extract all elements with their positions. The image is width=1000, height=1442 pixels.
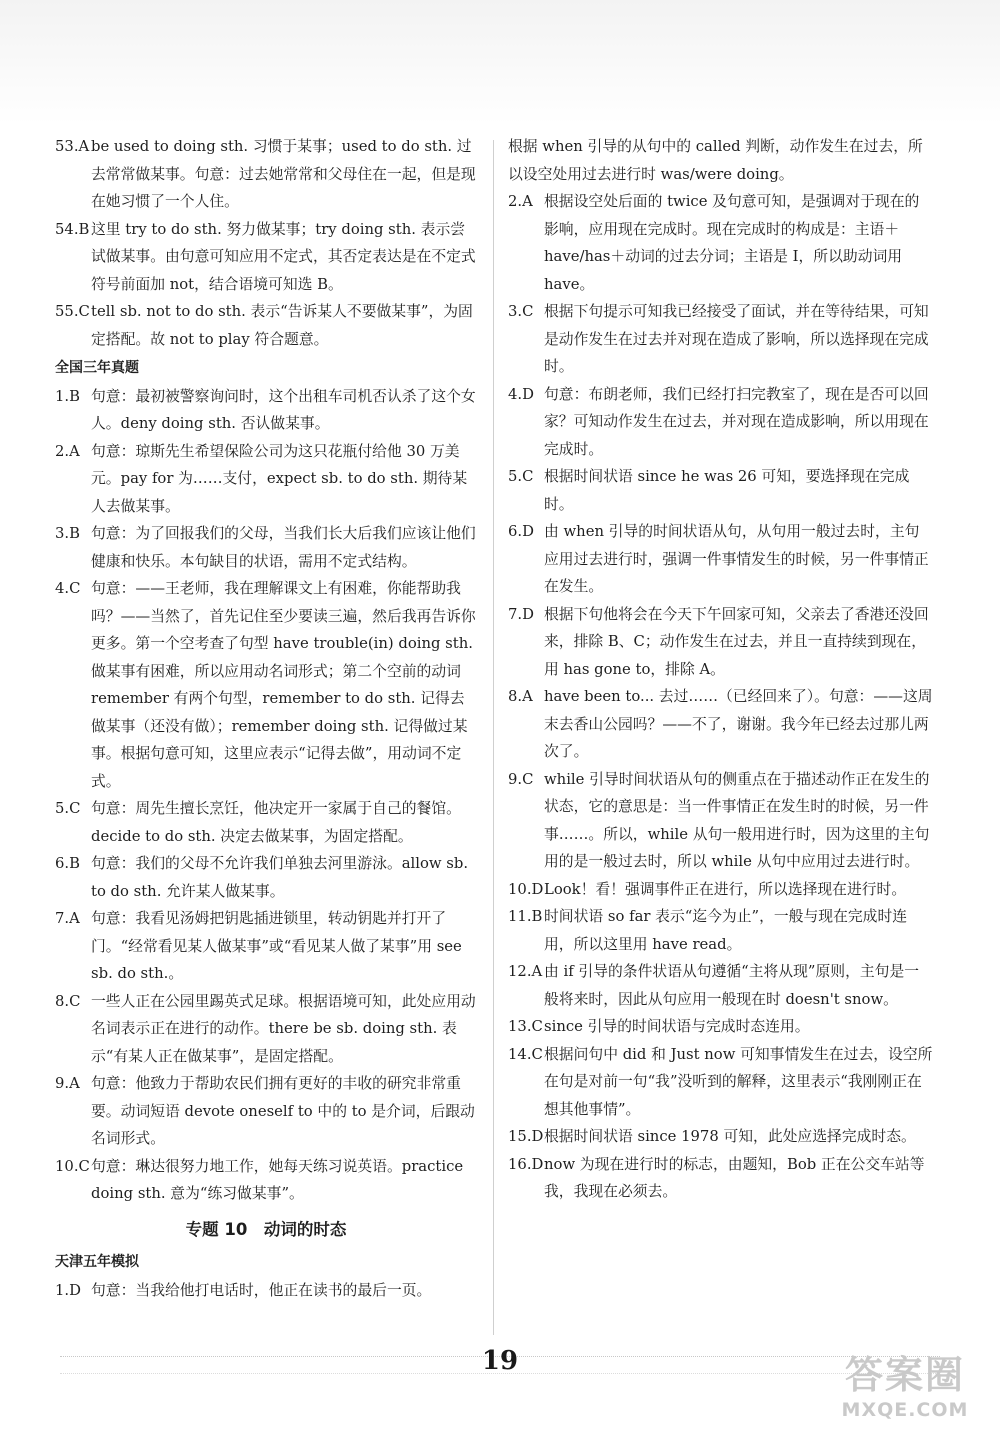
answer-explanation: 一些人正在公园里踢英式足球。根据语境可知，此处应用动名词表示正在进行的动作。there be sb. doing sth. 表示“有某人正在做某事”，是固定搭配。: [91, 992, 476, 1065]
answer-explanation: 这里 try to do sth. 努力做某事；try doing sth. 表示尝试做某事。由句意可知应用不定式，其否定表达是在不定式符号前面加 not，结合语境可知选 B。: [91, 220, 476, 293]
answer-item: [55, 1277, 477, 1305]
answer-explanation: 句意：当我给他打电话时，他正在读书的最后一页。: [91, 1281, 432, 1299]
answer-item: [508, 1041, 933, 1124]
answer-number: 16.D: [508, 1155, 544, 1173]
answer-item: [508, 188, 933, 298]
answer-item: [55, 1070, 477, 1153]
watermark-url: MXQE.COM: [841, 1399, 969, 1421]
answer-number: 13.C: [508, 1018, 543, 1035]
answer-explanation: 句意：布朗老师，我们已经打扫完教室了，现在是否可以回家？可知动作发生在过去，并对现在造成影响，所以用现在完成时。: [544, 385, 929, 458]
answer-item: [55, 383, 477, 438]
watermark-text: 答案圈: [844, 1353, 965, 1397]
answer-explanation: 由 when 引导的时间状语从句，从句用一般过去时，主句应用过去进行时，强调一件事情发生的时候，另一件事情正在发生。: [544, 523, 929, 595]
answer-item: [508, 903, 933, 958]
section-heading-quanguo: 全国三年真题: [55, 360, 139, 376]
answer-number: 7.A: [55, 910, 80, 927]
answer-explanation: 根据下句他将会在今天下午回家可知，父亲去了香港还没回来，排除 B、C；动作发生在过去，并且一直持续到现在，用 has gone to，排除 A。: [544, 605, 929, 678]
answer-item: [55, 133, 477, 216]
answer-number: 9.C: [508, 770, 534, 788]
answer-number: 8.A: [508, 688, 533, 705]
answer-number: 1.B: [55, 387, 80, 405]
answer-explanation: 根据问句中 did 和 Just now 可知事情发生在过去，设空所在句是对前一句“我”没听到的解释，这里表示“我刚刚正在想其他事情”。: [544, 1045, 933, 1118]
answer-explanation: 句意：周先生擅长烹饪，他决定开一家属于自己的餐馆。decide to do sth. 决定去做某事，为固定搭配。: [91, 800, 461, 845]
answer-number: 4.D: [508, 385, 534, 403]
answer-explanation: 句意：琼斯先生希望保险公司为这只花瓶付给他 30 万美元。pay for 为……支付，expect sb. to do sth. 期待某人去做某事。: [91, 442, 468, 515]
answer-item: [508, 1013, 933, 1041]
answer-explanation: 句意：为了回报我们的父母，当我们长大后我们应该让他们健康和快乐。本句缺目的状语，需用不定式结构。: [91, 525, 476, 570]
answer-item: [508, 1151, 933, 1206]
answer-explanation: 句意：我看见汤姆把钥匙插进锁里，转动钥匙并打开了门。“经常看见某人做某事”或“看见某人做了某事”用 see sb. do sth.。: [91, 910, 462, 982]
answer-explanation: have been to... 去过……（已经回来了）。句意：——这周末去香山公园吗？——不了，谢谢。我今年已经去过那儿两次了。: [544, 688, 933, 760]
left-column: [55, 133, 477, 1304]
answer-list-top: [55, 133, 477, 353]
answer-number: 4.C: [55, 580, 81, 597]
answer-number: 8.C: [55, 992, 81, 1010]
answer-item: [55, 850, 477, 905]
answer-item: [55, 795, 477, 850]
answer-number: 10.D: [508, 880, 544, 898]
answer-number: 55.C: [55, 303, 90, 320]
answer-item: [55, 905, 477, 988]
answer-item: [55, 575, 477, 795]
answer-number: 3.C: [508, 303, 534, 320]
right-column: [508, 133, 933, 1206]
answer-explanation: 时间状语 so far 表示“迄今为止”，一般与现在完成时连用，所以这里用 have read。: [544, 908, 908, 953]
answer-number: 6.B: [55, 855, 80, 872]
answer-explanation: 根据时间状语 since he was 26 可知，要选择现在完成时。: [544, 468, 910, 513]
answer-number: 15.D: [508, 1128, 544, 1145]
answer-item: [55, 520, 477, 575]
answer-number: 1.D: [55, 1281, 81, 1299]
answer-item: [55, 438, 477, 521]
answer-number: 6.D: [508, 523, 534, 540]
answer-number: 7.D: [508, 605, 534, 623]
answer-explanation: 句意：——王老师，我在理解课文上有困难，你能帮助我吗？——当然了，首先记住至少要读三遍，然后我再告诉你更多。第一个空考查了句型 have trouble(in) doing sth. 做某事有困难，所以应用动名词形式；第二个空前的动词 remember 有两个句型，remember to do sth. 记得去做某事（还没有做）；remember doing sth. 记得做过某事。根据句意可知，这里应表示“记得去做”，用动词不定式。: [91, 580, 476, 790]
column-divider: [493, 140, 494, 1335]
answer-list-right: [508, 188, 933, 1206]
answer-item: [508, 766, 933, 876]
answer-item: [508, 1123, 933, 1151]
answer-item: [508, 683, 933, 766]
answer-item: [55, 1153, 477, 1208]
answer-number: 2.A: [55, 442, 80, 460]
answer-item: [508, 463, 933, 518]
page-top-shade: [0, 0, 1000, 125]
answer-explanation: since 引导的时间状语与完成时态连用。: [544, 1018, 810, 1035]
section-heading-tianjin: 天津五年模拟: [55, 1254, 139, 1270]
answer-number: 10.C: [55, 1157, 90, 1175]
answer-number: 11.B: [508, 908, 543, 925]
answer-item: [508, 601, 933, 684]
answer-item: [508, 381, 933, 464]
watermark-logo: [820, 1352, 990, 1438]
answer-number: 5.C: [55, 800, 81, 817]
answer-explanation: be used to doing sth. 习惯于某事；used to do sth. 过去常常做某事。句意：过去她常常和父母住在一起，但是现在她习惯了一个人住。: [91, 138, 476, 210]
page-number: 19: [481, 1346, 519, 1376]
answer-number: 2.A: [508, 193, 533, 210]
answer-continuation: 根据 when 引导的从句中的 called 判断，动作发生在过去，所以设空处用过去进行时 was/were doing。: [508, 138, 923, 183]
answer-item: [55, 216, 477, 299]
answer-explanation: 句意：我们的父母不允许我们单独去河里游泳。allow sb. to do sth. 允许某人做某事。: [91, 855, 469, 900]
answer-explanation: Look！看！强调事件正在进行，所以选择现在进行时。: [544, 880, 907, 898]
answer-explanation: 句意：他致力于帮助农民们拥有更好的丰收的研究非常重要。动词短语 devote oneself to 中的 to 是介词，后跟动名词形式。: [91, 1075, 475, 1147]
answer-explanation: tell sb. not to do sth. 表示“告诉某人不要做某事”，为固定搭配。故 not to play 符合题意。: [91, 303, 473, 348]
answer-number: 3.B: [55, 525, 80, 542]
answer-item: [508, 518, 933, 601]
answer-number: 53.A: [55, 138, 90, 155]
answer-number: 54.B: [55, 220, 90, 238]
answer-list-tianjin: [55, 1277, 477, 1305]
answer-list-quanguo: [55, 383, 477, 1208]
answer-explanation: 根据时间状语 since 1978 可知，此处应选择完成时态。: [544, 1128, 916, 1145]
answer-number: 5.C: [508, 468, 534, 485]
answer-explanation: 根据下句提示可知我已经接受了面试，并在等待结果，可知是动作发生在过去并对现在造成了影响，所以选择现在完成时。: [544, 303, 929, 375]
answer-explanation: 由 if 引导的条件状语从句遵循“主将从现”原则，主句是一般将来时，因此从句应用一般现在时 doesn't snow。: [544, 963, 920, 1008]
answer-number: 12.A: [508, 963, 543, 980]
answer-explanation: 根据设空处后面的 twice 及句意可知，是强调对于现在的影响，应用现在完成时。现在完成时的构成是：主语＋have/has＋动词的过去分词；主语是 I，所以助动词用 have。: [544, 193, 920, 293]
answer-item: [508, 876, 933, 904]
answer-item: [55, 298, 477, 353]
answer-explanation: while 引导时间状语从句的侧重点在于描述动作正在发生的状态，它的意思是：当一件事情正在发生时的时候，另一件事……。所以，while 从句一般用进行时，因为这里的主句用的是一般过去时，所以 while 从句中应用过去进行时。: [544, 770, 930, 870]
answer-explanation: now 为现在进行时的标志，由题知，Bob 正在公交车站等我，我现在必须去。: [544, 1155, 925, 1200]
answer-item: [508, 298, 933, 381]
answer-number: 14.C: [508, 1045, 543, 1063]
topic-title: 专题 10 动词的时态: [185, 1219, 347, 1239]
answer-item: [55, 988, 477, 1071]
answer-explanation: 句意：琳达很努力地工作，她每天练习说英语。practice doing sth. 意为“练习做某事”。: [91, 1157, 464, 1202]
answer-number: 9.A: [55, 1075, 80, 1092]
answer-explanation: 句意：最初被警察询问时，这个出租车司机否认杀了这个女人。deny doing sth. 否认做某事。: [91, 387, 476, 432]
answer-item: [508, 958, 933, 1013]
